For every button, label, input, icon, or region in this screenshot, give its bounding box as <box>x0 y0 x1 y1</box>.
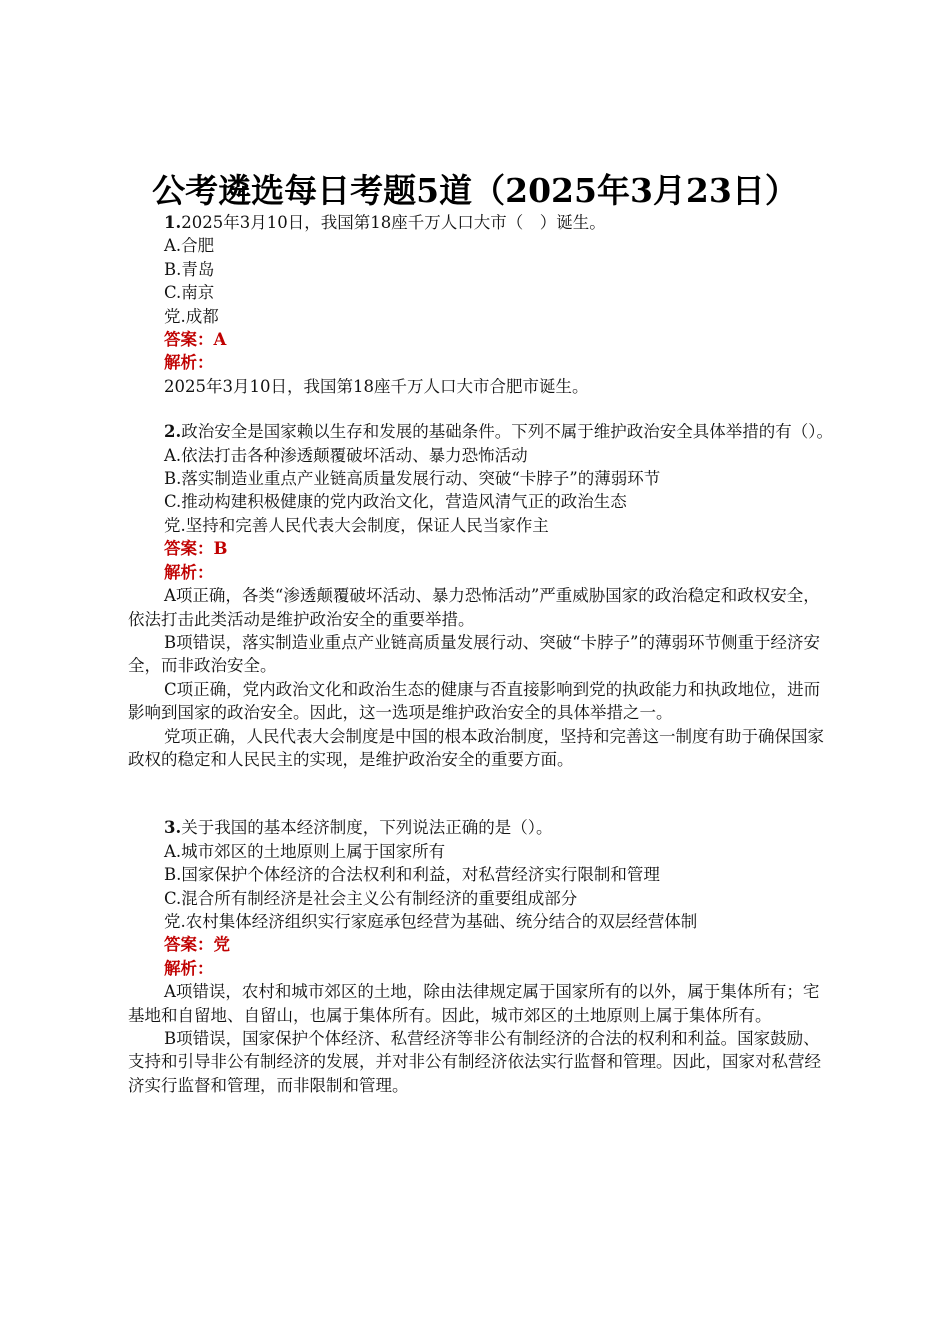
analysis-paragraph: C项正确，党内政治文化和政治生态的健康与否直接影响到党的执政能力和执政地位，进而影响到国家的政治安全。因此，这一选项是维护政治安全的具体举措之一。 <box>128 679 821 723</box>
option-d: 党.农村集体经济组织实行家庭承包经营为基础、统分结合的双层经营体制 <box>164 911 698 931</box>
option-c: C.推动构建积极健康的党内政治文化，营造风清气正的政治生态 <box>164 492 627 512</box>
answer-label: 答案：党 <box>164 935 230 955</box>
option-d: 党.坚持和完善人民代表大会制度，保证人民当家作主 <box>164 515 549 535</box>
option-b: B.国家保护个体经济的合法权利和利益，对私营经济实行限制和管理 <box>164 865 660 885</box>
question-1 <box>128 211 834 398</box>
question-number: 3. <box>164 818 182 838</box>
question-3 <box>128 816 834 1097</box>
question-2 <box>128 420 834 771</box>
question-stem <box>128 816 834 839</box>
analysis-paragraph: 党项正确，人民代表大会制度是中国的根本政治制度，坚持和完善这一制度有助于确保国家政权的稳定和人民民主的实现，是维护政治安全的重要方面。 <box>128 726 824 769</box>
option-c: C.混合所有制经济是社会主义公有制经济的重要组成部分 <box>164 888 578 908</box>
option-a: A.依法打击各种渗透颠覆破坏活动、暴力恐怖活动 <box>164 445 528 465</box>
analysis-label: 解析： <box>164 353 214 373</box>
analysis-paragraph: 2025年3月10日，我国第18座千万人口大市合肥市诞生。 <box>164 376 589 396</box>
question-list <box>128 211 834 1097</box>
analysis-label: 解析： <box>164 562 214 582</box>
question-number: 2. <box>164 422 182 442</box>
question-number: 1. <box>164 213 182 232</box>
option-b: B.落实制造业重点产业链高质量发展行动、突破“卡脖子”的薄弱环节 <box>164 469 661 489</box>
analysis-paragraph: A项正确，各类“渗透颠覆破坏活动、暴力恐怖活动”严重威胁国家的政治稳定和政权安全，依法打击此类活动是维护政治安全的重要举措。 <box>128 586 820 629</box>
question-text: 2025年3月10日，我国第18座千万人口大市（ ）诞生。 <box>181 213 606 232</box>
question-stem <box>128 420 834 443</box>
option-a: A.城市郊区的土地原则上属于国家所有 <box>164 841 446 861</box>
option-a: A.合肥 <box>164 236 215 256</box>
analysis-paragraph: B项错误，国家保护个体经济、私营经济等非公有制经济的合法的权利和利益。国家鼓励、支持和引导非公有制经济的发展，并对非公有制经济依法实行监督和管理。因此，国家对私营经济实行监督和管理，而非限制和管理。 <box>128 1029 821 1095</box>
page-title: 公考遴选每日考题5道（2025年3月23日） <box>152 171 798 210</box>
analysis-label: 解析： <box>164 958 214 978</box>
option-d: 党.成都 <box>164 306 219 326</box>
answer-label: 答案：A <box>164 330 227 350</box>
question-stem <box>128 211 834 234</box>
analysis-paragraph: B项错误，落实制造业重点产业链高质量发展行动、突破“卡脖子”的薄弱环节侧重于经济安全，而非政治安全。 <box>128 632 820 676</box>
option-c: C.南京 <box>164 283 215 303</box>
question-text: 关于我国的基本经济制度，下列说法正确的是（）。 <box>181 818 553 838</box>
question-text: 政治安全是国家赖以生存和发展的基础条件。下列不属于维护政治安全具体举措的有（）。 <box>181 422 833 442</box>
analysis-paragraph: A项错误，农村和城市郊区的土地，除由法律规定属于国家所有的以外，属于集体所有；宅基地和自留地、自留山，也属于集体所有。因此，城市郊区的土地原则上属于集体所有。 <box>128 982 820 1025</box>
option-b: B.青岛 <box>164 259 215 279</box>
answer-label: 答案：B <box>164 539 228 559</box>
